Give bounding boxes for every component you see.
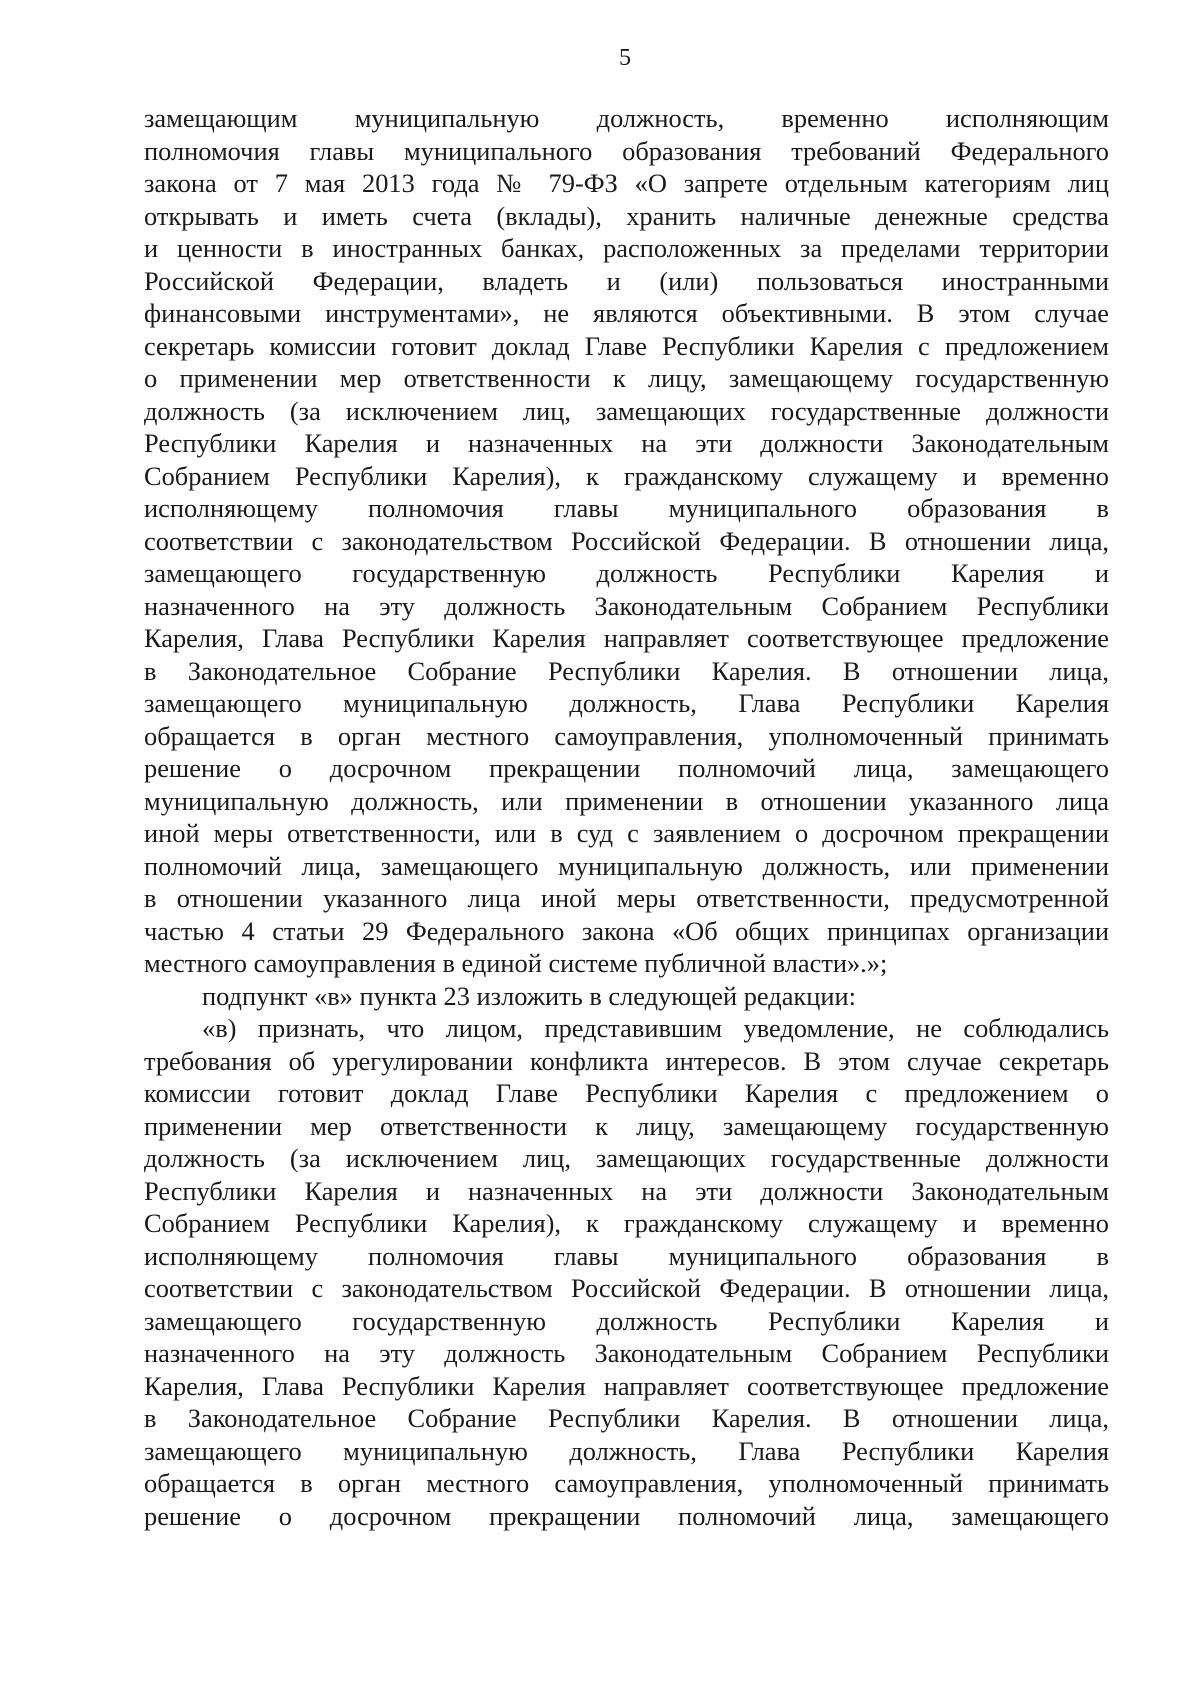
text-line: закона от 7 мая 2013 года № 79-ФЗ «О запрете отдельным категориям лиц bbox=[144, 168, 1109, 198]
text-line: замещающего государственную должность Республики Карелия и bbox=[144, 1305, 1109, 1336]
text-line: замещающего муниципальную должность, Глава Республики Карелия bbox=[144, 688, 1109, 718]
text-line: в Законодательное Собрание Республики Карелия. В отношении лица, bbox=[144, 1403, 1109, 1433]
text-line: полномочия главы муниципального образования требований Федерального bbox=[144, 135, 1109, 166]
text-line: замещающим муниципальную должность, временно исполняющим bbox=[144, 103, 1109, 133]
text-line: должность (за исключением лиц, замещающих государственные должности bbox=[144, 395, 1109, 426]
text-line: о применении мер ответственности к лицу, замещающему государственную bbox=[144, 363, 1109, 393]
text-line: Карелия, Глава Республики Карелия направляет соответствующее предложение bbox=[144, 623, 1109, 653]
text-line: Собранием Республики Карелия), к гражданскому служащему и временно bbox=[144, 460, 1109, 491]
text-line: полномочий лица, замещающего муниципальную должность, или применении bbox=[144, 850, 1109, 881]
text-line: обращается в орган местного самоуправления, уполномоченный принимать bbox=[144, 1468, 1109, 1498]
text-line: частью 4 статьи 29 Федерального закона «Об общих принципах организации bbox=[144, 915, 1109, 946]
text-line: применении мер ответственности к лицу, замещающему государственную bbox=[144, 1110, 1109, 1141]
text-line: и ценности в иностранных банках, расположенных за пределами территории bbox=[144, 233, 1109, 263]
text-line: открывать и иметь счета (вклады), хранить наличные денежные средства bbox=[144, 200, 1109, 231]
text-line: местного самоуправления в единой системе публичной власти».»; bbox=[144, 948, 888, 978]
text-line: Собранием Республики Карелия), к гражданскому служащему и временно bbox=[144, 1208, 1109, 1238]
text-line: «в) признать, что лицом, представившим уведомление, не соблюдались bbox=[202, 1013, 1109, 1043]
text-line: комиссии готовит доклад Главе Республики Карелия с предложением о bbox=[144, 1078, 1109, 1108]
text-line: иной меры ответственности, или в суд с заявлением о досрочном прекращении bbox=[144, 818, 1109, 848]
text-line: решение о досрочном прекращении полномочий лица, замещающего bbox=[144, 753, 1109, 783]
text-line: требования об урегулировании конфликта интересов. В этом случае секретарь bbox=[144, 1045, 1109, 1076]
text-line: должность (за исключением лиц, замещающих государственные должности bbox=[144, 1143, 1109, 1173]
text-line: решение о досрочном прекращении полномочий лица, замещающего bbox=[144, 1500, 1109, 1531]
text-line: замещающего государственную должность Республики Карелия и bbox=[144, 558, 1109, 588]
text-line: соответствии с законодательством Российской Федерации. В отношении лица, bbox=[144, 1273, 1109, 1303]
text-line: подпункт «в» пункта 23 изложить в следующей редакции: bbox=[202, 980, 856, 1011]
text-line: Республики Карелия и назначенных на эти должности Законодательным bbox=[144, 428, 1109, 458]
text-line: в Законодательное Собрание Республики Карелия. В отношении лица, bbox=[144, 655, 1109, 686]
text-line: замещающего муниципальную должность, Глава Республики Карелия bbox=[144, 1435, 1109, 1466]
document-body bbox=[144, 102, 1109, 1532]
page-number: 5 bbox=[619, 45, 631, 71]
text-line: назначенного на эту должность Законодательным Собранием Республики bbox=[144, 590, 1109, 621]
text-line: секретарь комиссии готовит доклад Главе Республики Карелия с предложением bbox=[144, 330, 1109, 361]
text-line: назначенного на эту должность Законодательным Собранием Республики bbox=[144, 1338, 1109, 1368]
text-line: Республики Карелия и назначенных на эти должности Законодательным bbox=[144, 1175, 1109, 1206]
text-line: исполняющему полномочия главы муниципального образования в bbox=[144, 1240, 1109, 1271]
text-line: исполняющему полномочия главы муниципального образования в bbox=[144, 493, 1109, 523]
text-line: соответствии с законодательством Российской Федерации. В отношении лица, bbox=[144, 525, 1109, 556]
text-line: Российской Федерации, владеть и (или) пользоваться иностранными bbox=[144, 265, 1109, 296]
text-line: обращается в орган местного самоуправления, уполномоченный принимать bbox=[144, 720, 1109, 751]
text-line: муниципальную должность, или применении в отношении указанного лица bbox=[144, 785, 1109, 816]
text-line: в отношении указанного лица иной меры ответственности, предусмотренной bbox=[144, 883, 1109, 913]
text-line: Карелия, Глава Республики Карелия направляет соответствующее предложение bbox=[144, 1370, 1109, 1401]
text-line: финансовыми инструментами», не являются объективными. В этом случае bbox=[144, 298, 1109, 328]
